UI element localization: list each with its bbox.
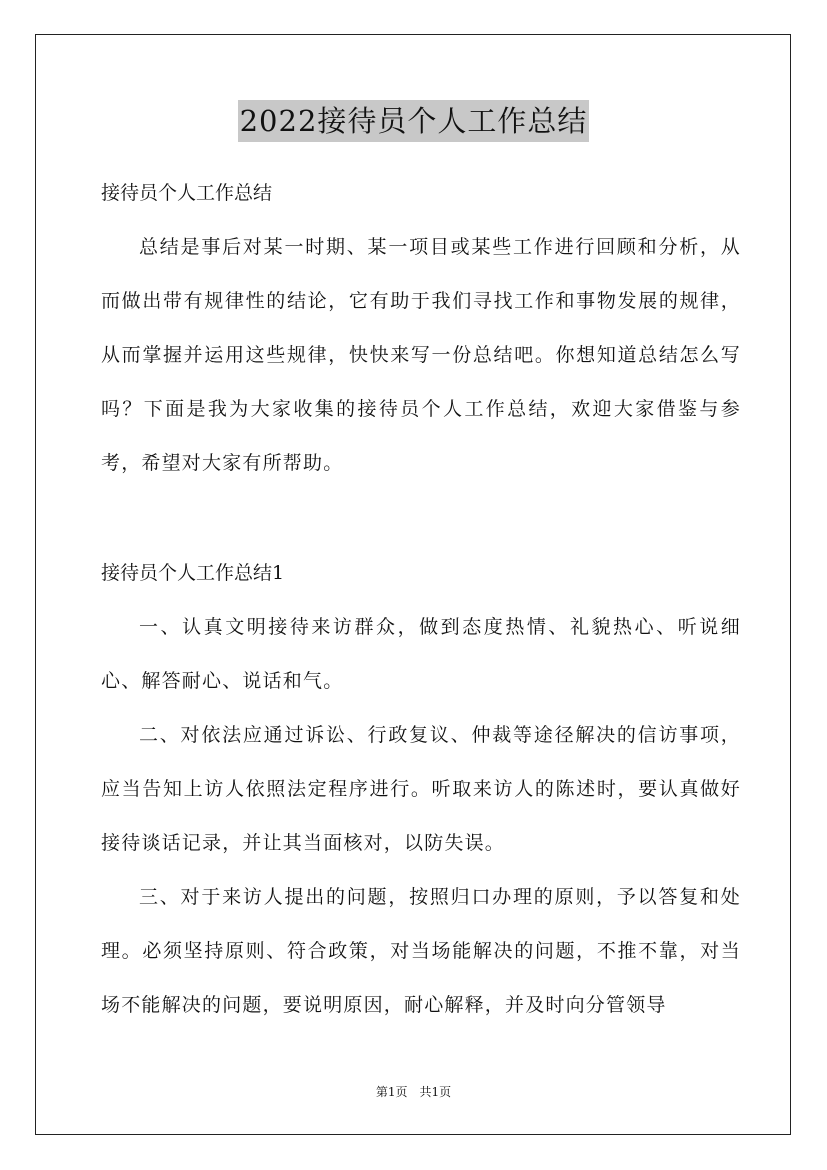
intro-heading: 接待员个人工作总结 bbox=[101, 182, 273, 204]
paragraph-1: 一、认真文明接待来访群众，做到态度热情、礼貌热心、听说细心、解答耐心、说话和气。 bbox=[101, 616, 741, 692]
title-block bbox=[0, 100, 827, 142]
section-heading-1: 接待员个人工作总结1 bbox=[101, 562, 285, 584]
paragraph-2: 二、对依法应通过诉讼、行政复议、仲裁等途径解决的信访事项，应当告知上访人依照法定程序进行。听取来访人的陈述时，要认真做好接待谈话记录，并让其当面核对，以防失误。 bbox=[101, 724, 741, 854]
page-footer: 第1页 共1页 bbox=[375, 1085, 452, 1099]
document-title: 2022接待员个人工作总结 bbox=[238, 100, 590, 142]
intro-paragraph: 总结是事后对某一时期、某一项目或某些工作进行回顾和分析，从而做出带有规律性的结论，它有助于我们寻找工作和事物发展的规律，从而掌握并运用这些规律，快快来写一份总结吧。你想知道总结怎么写吗？下面是我为大家收集的接待员个人工作总结，欢迎大家借鉴与参考，希望对大家有所帮助。 bbox=[101, 236, 741, 474]
paragraph-3: 三、对于来访人提出的问题，按照归口办理的原则，予以答复和处理。必须坚持原则、符合政策，对当场能解决的问题，不推不靠，对当场不能解决的问题，要说明原因，耐心解释，并及时向分管领导 bbox=[101, 886, 741, 1016]
